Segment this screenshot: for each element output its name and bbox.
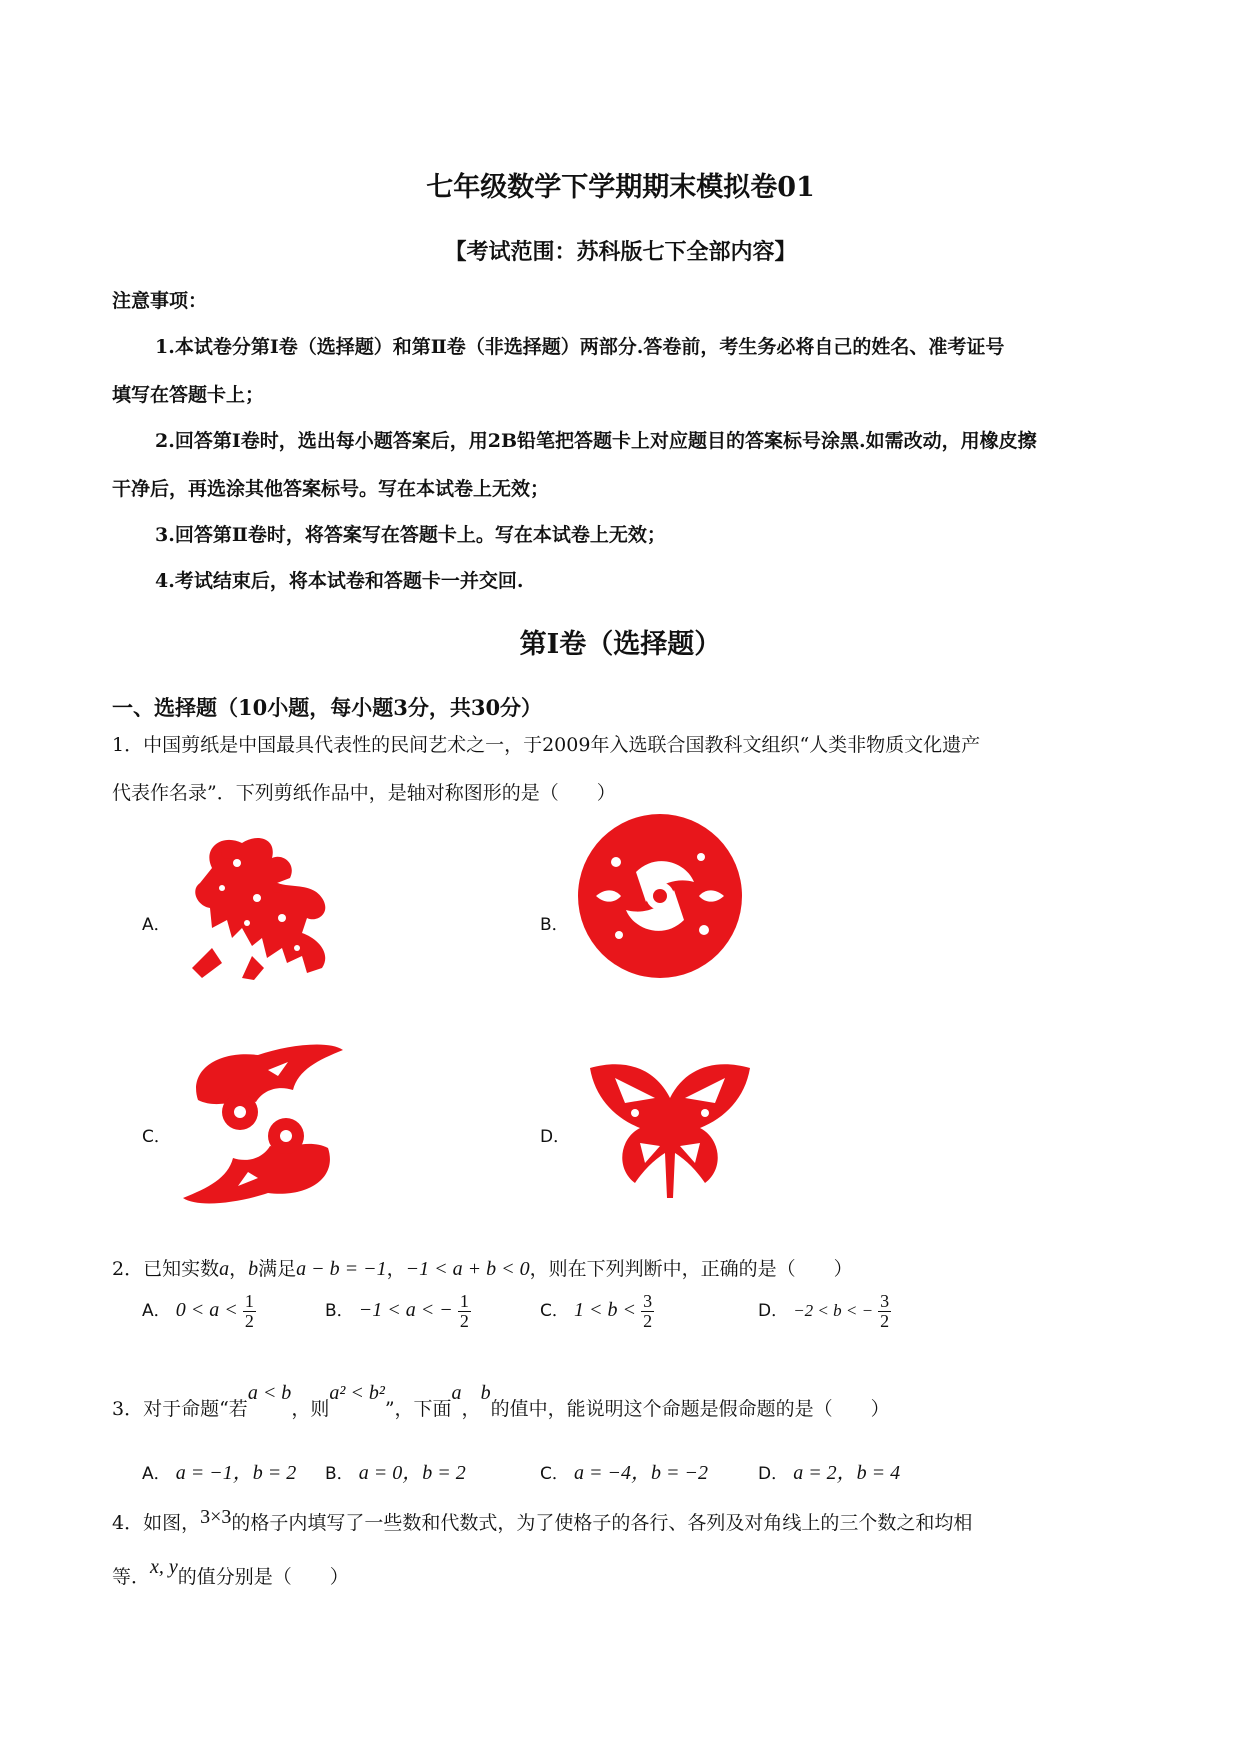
- q1-option-c-label: C．: [142, 1127, 171, 1147]
- q2-prefix: 2．已知实数: [112, 1258, 220, 1280]
- q3-stem: [112, 1382, 890, 1421]
- q4-line1-suffix: 的格子内填写了一些数和代数式，为了使格子的各行、各列及对角线上的三个数之和均相: [231, 1512, 973, 1534]
- q2-d-den: 2: [880, 1310, 890, 1331]
- dragon-papercut-image: [182, 828, 342, 980]
- q3-suffix: 的值中，能说明这个命题是假命题的是（ ）: [490, 1398, 890, 1420]
- q3-option-c-label: C．: [540, 1464, 569, 1484]
- q2-b-den: 2: [459, 1310, 469, 1331]
- q2-option-c-label: C．: [540, 1300, 569, 1321]
- q3-option-a-expr: a = −1，b = 2: [175, 1462, 297, 1484]
- volume-heading: 第I卷（选择题）: [519, 629, 722, 660]
- q2-option-d: [758, 1292, 891, 1331]
- fish-circle-papercut-image: [576, 812, 744, 980]
- q2-var-a: a: [219, 1258, 230, 1280]
- q2-option-c-expr: 1 < b <: [573, 1298, 636, 1321]
- section-heading: 一、选择题（10小题，每小题3分，共30分）: [112, 695, 543, 720]
- notice-3: 3.回答第Ⅱ卷时，将答案写在答题卡上。写在本试卷上无效；: [155, 524, 666, 546]
- notice-heading: 注意事项：: [112, 290, 208, 312]
- q2-b-num: 1: [459, 1291, 469, 1311]
- q4-grid-size: 3×3: [200, 1506, 232, 1528]
- q3-sep: ，: [461, 1398, 481, 1420]
- q3-conclusion: a² < b²: [329, 1382, 385, 1404]
- q3-then: ，则: [291, 1398, 330, 1420]
- q2-option-b-fraction: [458, 1292, 471, 1331]
- q3-option-a-label: A．: [142, 1464, 171, 1484]
- q3-var-a: a: [451, 1382, 462, 1404]
- q2-option-a-fraction: [243, 1292, 256, 1331]
- q2-c-num: 3: [643, 1291, 653, 1311]
- notice-2-cont: 干净后，再选涂其他答案标号。写在本试卷上无效；: [112, 478, 550, 500]
- q3-option-b-expr: a = 0，b = 2: [358, 1462, 466, 1484]
- q3-option-d-expr: a = 2，b = 4: [793, 1462, 901, 1484]
- q3-option-c: [540, 1456, 708, 1485]
- q2-option-a-expr: 0 < a <: [175, 1298, 238, 1321]
- q4-stem-line2: [112, 1556, 349, 1589]
- q2-option-d-fraction: [878, 1292, 891, 1331]
- q2-option-a: [142, 1292, 256, 1331]
- q2-option-c: [540, 1292, 654, 1331]
- q1-stem-line2: 代表作名录”．下列剪纸作品中，是轴对称图形的是（ ）: [112, 782, 616, 804]
- q2-d-num: 3: [880, 1291, 890, 1311]
- q3-option-b: [325, 1456, 466, 1485]
- exam-scope: 【考试范围：苏科版七下全部内容】: [444, 239, 797, 265]
- q1-option-b-label: B．: [540, 915, 569, 935]
- q2-option-d-label: D．: [758, 1300, 789, 1321]
- q4-vars: x, y: [150, 1556, 178, 1578]
- q3-option-d-label: D．: [758, 1464, 789, 1484]
- q2-condition-1: a − b = −1: [296, 1258, 387, 1280]
- q2-option-b-label: B．: [325, 1300, 354, 1321]
- butterfly-papercut-image: [585, 1058, 755, 1202]
- q2-a-den: 2: [244, 1310, 254, 1331]
- q3-option-a: [142, 1456, 296, 1485]
- q2-stem: [112, 1254, 853, 1281]
- q2-condition-2: −1 < a + b < 0: [405, 1258, 530, 1280]
- q2-c-den: 2: [643, 1310, 653, 1331]
- q2-option-b-expr: −1 < a < −: [358, 1298, 453, 1321]
- q2-option-b: [325, 1292, 471, 1331]
- notice-1: 1.本试卷分第Ⅰ卷（选择题）和第Ⅱ卷（非选择题）两部分.答卷前，考生务必将自己的姓名、准考证号: [155, 336, 1005, 358]
- q2-comma-2: ，: [386, 1258, 406, 1280]
- q2-mid: 满足: [258, 1258, 297, 1280]
- q2-comma: ，: [229, 1258, 249, 1280]
- notice-4: 4.考试结束后，将本试卷和答题卡一并交回.: [155, 570, 524, 592]
- q2-option-d-expr: −2 < b < −: [793, 1300, 874, 1320]
- q4-stem-line1: [112, 1508, 972, 1535]
- q3-condition: a < b: [247, 1382, 292, 1404]
- q1-stem-line1: 1．中国剪纸是中国最具代表性的民间艺术之一，于2009年入选联合国教科文组织“人类非物质文化遗产: [112, 734, 981, 756]
- q3-option-d: [758, 1456, 900, 1485]
- q3-mid: ”，下面: [384, 1398, 452, 1420]
- notice-1-cont: 填写在答题卡上；: [112, 384, 265, 406]
- phoenix-papercut-image: [178, 1040, 348, 1208]
- q1-option-d-label: D．: [540, 1127, 571, 1147]
- q3-option-c-expr: a = −4，b = −2: [573, 1462, 708, 1484]
- q3-prefix: 3．对于命题“若: [112, 1398, 248, 1420]
- notice-2: 2.回答第Ⅰ卷时，选出每小题答案后，用2B铅笔把答题卡上对应题目的答案标号涂黑.如需改动，用橡皮擦: [155, 430, 1037, 452]
- q2-a-num: 1: [244, 1291, 254, 1311]
- q2-option-a-label: A．: [142, 1300, 171, 1321]
- q3-option-b-label: B．: [325, 1464, 354, 1484]
- q2-option-c-fraction: [641, 1292, 654, 1331]
- q4-line2-suffix: 的值分别是（ ）: [177, 1566, 349, 1588]
- q2-var-b: b: [248, 1258, 259, 1280]
- page-title: 七年级数学下学期期末模拟卷01: [426, 172, 815, 203]
- q4-prefix: 4．如图，: [112, 1512, 201, 1534]
- q2-suffix: ，则在下列判断中，正确的是（ ）: [529, 1258, 853, 1280]
- q3-var-b: b: [480, 1382, 491, 1404]
- q1-option-a-label: A．: [142, 915, 171, 935]
- q4-line2-prefix: 等．: [112, 1566, 151, 1588]
